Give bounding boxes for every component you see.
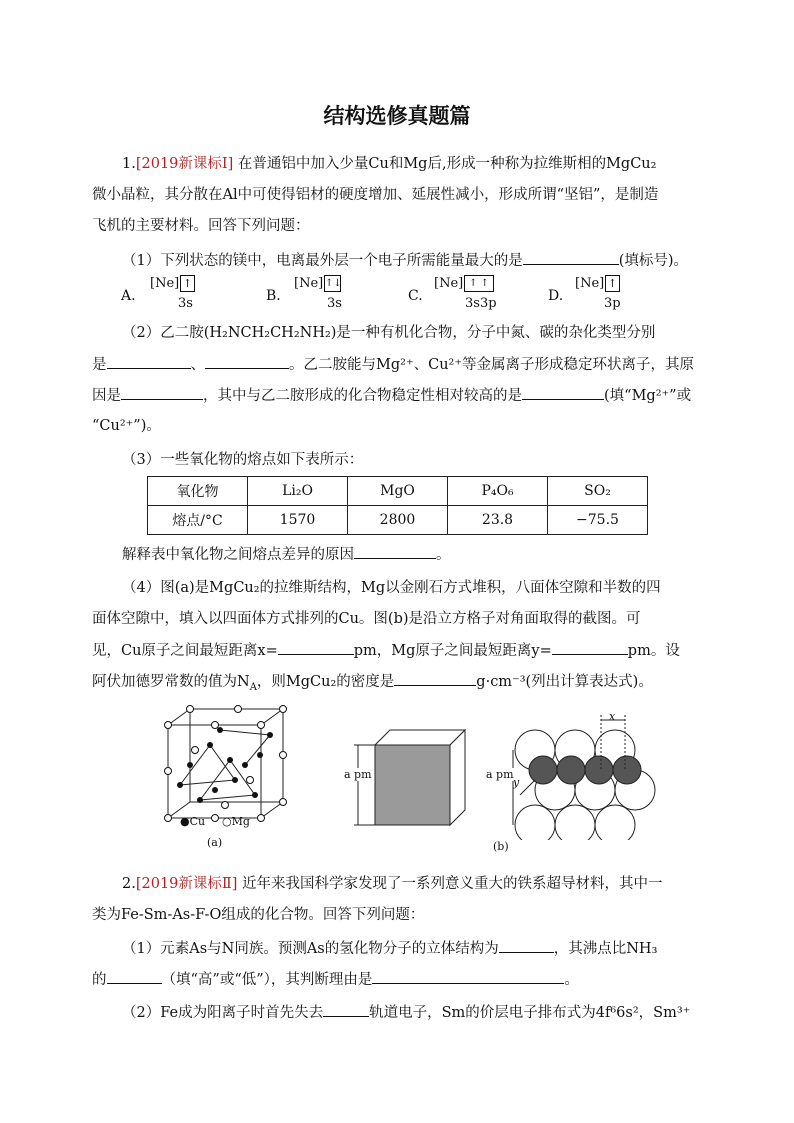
table-header: Li₂O	[248, 477, 348, 506]
q1-part4-line1: （4）图(a)是MgCu₂的拉维斯结构，Mg以金刚石方式堆积，八面体空隙和半数的四	[122, 580, 661, 596]
q2-part1-text-d: （填“高”或“低”），其判断理由是	[161, 972, 373, 988]
option-d-orbital: 3p	[604, 296, 621, 311]
q1-part2-text-b: 。乙二胺能与Mg²⁺、Cu²⁺等金属离子形成稳定环状离子，其原	[289, 357, 694, 373]
option-c-letter: C.	[408, 288, 423, 304]
q1-part1-text: （1）下列状态的镁中，电离最外层一个电子所需能量最大的是	[122, 253, 523, 269]
q1-part2-text-d: ，其中与乙二胺形成的化合物稳定性相对较高的是	[203, 388, 522, 404]
figure-a-crystal	[160, 705, 295, 825]
q1-part4-blank-x[interactable]	[278, 640, 354, 655]
q2-part1-text-c: 的	[92, 972, 107, 988]
q1-part3-intro: （3）一些氧化物的熔点如下表所示：	[122, 452, 364, 468]
q2-part1-text-e: 。	[564, 972, 579, 988]
table-row	[148, 506, 648, 535]
q1-part4-text-c: pm。设	[627, 643, 680, 659]
q2-part2-text-a: （2）Fe成为阳离子时首先失去	[122, 1005, 324, 1021]
q2-part2-blank-1[interactable]	[323, 1002, 369, 1017]
option-c-orbital: 3s3p	[465, 296, 497, 311]
q1-intro-text: 在普通铝中加入少量Cu和Mg后,形成一种称为拉维斯相的MgCu₂	[237, 156, 657, 172]
q1-part4-text-b: pm，Mg原子之间最短距离y=	[353, 643, 552, 659]
option-b-core: [Ne]	[294, 276, 324, 291]
q1-part2-line2	[92, 354, 694, 375]
q1-part1-post: (填标号)。	[618, 253, 689, 269]
option-a-orbital-box: ↑	[180, 275, 195, 292]
q1-part2-blank-1[interactable]	[107, 354, 191, 369]
q1-part2-blank-3[interactable]	[121, 385, 203, 400]
option-b-orbital-box: ↑↓	[324, 275, 341, 292]
q1-part4-blank-density[interactable]	[394, 671, 476, 686]
table-header-row	[148, 477, 648, 506]
q2-part1-blank-2[interactable]	[107, 969, 162, 984]
page-title: 结构选修真题篇	[323, 104, 471, 128]
cube-a-label: a pm	[344, 768, 372, 781]
option-c-core: [Ne]	[434, 276, 464, 291]
q2-intro-line1	[122, 874, 663, 894]
q2-part1-line1	[122, 938, 657, 959]
table-cell: 1570	[248, 506, 348, 535]
option-a-orbital: 3s	[178, 296, 193, 311]
q2-part1-text-b: ，其沸点比NH₃	[553, 941, 658, 957]
option-d-orbital-box: ↑	[605, 275, 620, 292]
legend-mg: ○Mg	[222, 815, 250, 828]
option-d-core: [Ne]	[575, 276, 605, 291]
q1-intro-line2: 微小晶粒，其分散在Al中可使得铝材的硬度增加、延展性减小，形成所谓“坚铝”，是制造	[92, 187, 659, 203]
legend-cu: ●Cu	[180, 815, 206, 828]
q1-part4-line2: 面体空隙中，填入以四面体方式排列的Cu。图(b)是沿立方格子对角面取得的截图。可	[92, 611, 641, 627]
caption-a: (a)	[207, 836, 223, 849]
q1-part3-explain	[122, 544, 451, 565]
q2-intro-line2: 类为Fe-Sm-As-F-O组成的化合物。回答下列问题：	[92, 907, 425, 923]
q1-source: [2019新课标Ⅰ]	[135, 156, 234, 172]
q1-part2-blank-2[interactable]	[205, 354, 289, 369]
q1-part2-sep: 、	[190, 357, 205, 373]
q1-part4-text-e: ，则MgCu₂的密度是	[256, 674, 395, 690]
option-c-orbital-box: ↑ ↑	[464, 275, 494, 292]
q1-part2-text-a: 是	[92, 357, 107, 373]
q2-part1-line2	[92, 969, 579, 990]
caption-b: (b)	[493, 840, 509, 853]
q1-part4-text-d: 阿伏加德罗常数的值为N	[92, 674, 250, 690]
melting-point-table	[147, 476, 648, 535]
q1-part3-blank[interactable]	[354, 544, 436, 559]
figure-b-packing	[505, 710, 665, 840]
q1-part4-blank-y[interactable]	[552, 640, 628, 655]
q1-intro-line1	[122, 154, 656, 174]
table-cell: −75.5	[548, 506, 648, 535]
q2-part2-text-b: 轨道电子，Sm的价层电子排布式为4f⁶6s²，Sm³⁺	[369, 1005, 691, 1021]
q2-part1-blank-3[interactable]	[372, 969, 564, 984]
table-header: P₄O₆	[448, 477, 548, 506]
figure-b-a-label: a pm	[486, 768, 514, 781]
figure-b-y-label: y	[513, 776, 520, 789]
q2-source: [2019新课标Ⅱ]	[135, 876, 238, 892]
q2-part1-text-a: （1）元素As与N同族。预测As的氢化物分子的立体结构为	[122, 941, 499, 957]
table-cell: 熔点/°C	[148, 506, 248, 535]
figure-b-x-label: x	[609, 710, 616, 723]
q2-intro-text: 近年来我国科学家发现了一系列意义重大的铁系超导材料，其中一	[242, 876, 663, 892]
q1-intro-line3: 飞机的主要材料。回答下列问题：	[92, 218, 310, 234]
option-a-letter: A.	[121, 288, 136, 304]
q2-part1-blank-1[interactable]	[499, 938, 554, 953]
q1-part4-text-a: 见，Cu原子之间最短距离x=	[92, 643, 278, 659]
q1-part2-line3	[92, 385, 691, 406]
option-d-letter: D.	[548, 288, 564, 304]
option-b-letter: B.	[266, 288, 281, 304]
q1-part4-line4	[92, 671, 653, 698]
option-b-orbital: 3s	[327, 296, 342, 311]
q1-part1	[122, 250, 688, 271]
q1-part2-text-e: (填“Mg²⁺”或	[604, 388, 692, 404]
q1-part2-line4: “Cu²⁺”)。	[92, 418, 161, 434]
q1-number: 1.	[122, 156, 136, 172]
q2-part2-line1	[122, 1002, 690, 1023]
table-header: SO₂	[548, 477, 648, 506]
q1-part2-line1: （2）乙二胺(H₂NCH₂CH₂NH₂)是一种有机化合物，分子中氮、碳的杂化类型分别	[122, 325, 656, 341]
q1-part3-explain-text: 解释表中氧化物之间熔点差异的原因	[122, 547, 354, 563]
table-header: MgO	[348, 477, 448, 506]
table-cell: 23.8	[448, 506, 548, 535]
option-a-core: [Ne]	[150, 276, 180, 291]
q1-part2-text-c: 因是	[92, 388, 121, 404]
q1-part4-text-f: g·cm⁻³(列出计算表达式)。	[476, 674, 653, 690]
table-header: 氧化物	[148, 477, 248, 506]
q1-part4-sub: A	[249, 681, 257, 693]
q1-part3-end: 。	[436, 547, 451, 563]
q1-part1-blank[interactable]	[523, 250, 619, 265]
q1-part4-line3	[92, 640, 680, 661]
table-cell: 2800	[348, 506, 448, 535]
q2-number: 2.	[122, 876, 136, 892]
q1-part2-blank-4[interactable]	[522, 385, 604, 400]
